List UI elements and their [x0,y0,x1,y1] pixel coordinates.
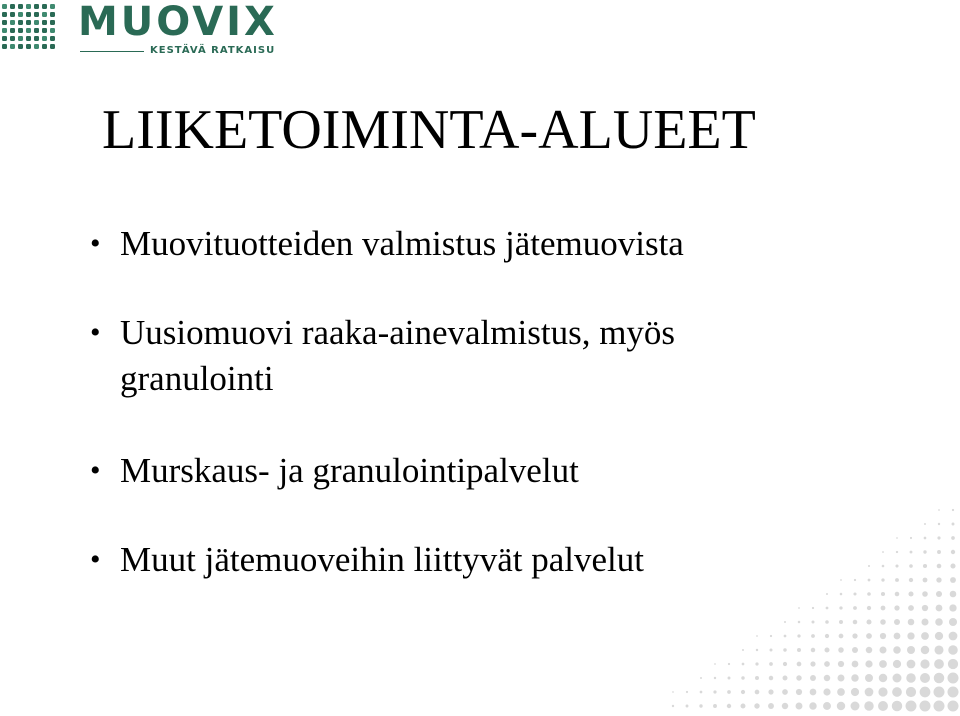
halftone-dot [935,632,943,640]
halftone-dot [921,646,930,655]
halftone-dot [878,687,887,696]
halftone-dot [868,565,870,567]
halftone-dot [714,677,716,679]
logo-dot [2,44,7,49]
bullet-marker: • [90,316,101,349]
bullet-item [90,310,730,402]
halftone-dot [866,647,873,654]
halftone-dot [907,660,916,669]
halftone-dot [783,648,786,651]
halftone-dot [920,701,931,712]
bullet-text: Muovituotteiden valmistus jätemuovista [120,224,684,263]
halftone-dot [937,536,940,539]
halftone-dot [868,579,871,582]
logo-dot [50,36,55,41]
logo-dot [42,44,47,49]
halftone-dot [797,662,802,667]
halftone-dot [892,701,902,711]
halftone-dot [951,550,955,554]
halftone-dot [880,633,886,639]
halftone-dot [910,551,913,554]
halftone-dot [906,673,915,682]
halftone-dot [866,619,871,624]
halftone-dot [949,604,956,611]
halftone-dot [769,662,773,666]
dot-grid-logo-icon [0,2,58,54]
logo-dot [10,28,15,33]
halftone-dot [906,687,916,697]
halftone-dot [741,704,746,709]
halftone-dot [824,661,830,667]
halftone-dot [949,632,958,641]
halftone-dot [769,676,773,680]
halftone-dot [798,621,801,624]
halftone-dot [852,661,859,668]
halftone-dot [839,634,844,639]
logo-dot [10,44,15,49]
logo-dot [34,20,39,25]
halftone-dot [881,578,884,581]
halftone-dot [938,523,940,525]
halftone-dot [797,634,800,637]
halftone-dot [686,705,689,708]
halftone-dot [923,564,927,568]
halftone-dot [741,690,745,694]
logo-dot [26,20,31,25]
halftone-dot [867,592,871,596]
logo-dot [18,12,23,17]
halftone-dot [921,618,928,625]
halftone-dot [950,577,956,583]
logo-dot [18,44,23,49]
logo-dot [42,20,47,25]
halftone-dot [952,509,954,511]
halftone-dot [728,677,731,680]
halftone-dot [907,646,915,654]
halftone-dot [741,676,744,679]
halftone-dot [825,634,829,638]
logo-dot [18,20,23,25]
halftone-dot [950,563,955,568]
halftone-dot [864,701,873,710]
halftone-dot [854,579,856,581]
halftone-dot [755,676,759,680]
halftone-dot [840,579,842,581]
halftone-dot [892,687,902,697]
halftone-dot [948,645,958,655]
halftone-dot [934,645,943,654]
halftone-dot [851,674,858,681]
halftone-dot [784,621,786,623]
halftone-dot [948,673,959,684]
slide-title: LIIKETOIMINTA-ALUEET [102,99,756,161]
halftone-dot [893,660,901,668]
halftone-dot [938,509,940,511]
logo-dot [34,28,39,33]
logo-dot [50,20,55,25]
halftone-dot [699,704,702,707]
halftone-dot [784,635,787,638]
logo-wordmark: MUOVIX [78,0,278,45]
halftone-dot [923,578,928,583]
halftone-dot [783,676,788,681]
halftone-dot [852,633,857,638]
halftone-dot [755,662,758,665]
halftone-dot [809,702,816,709]
halftone-dot [880,619,886,625]
halftone-dot [936,591,942,597]
halftone-dot [937,564,942,569]
halftone-dot [851,688,859,696]
logo-dot [2,28,7,33]
logo-tagline: KESTÄVÄ RATKAISU [150,45,276,56]
logo-dot [34,4,39,9]
halftone-dot [865,688,874,697]
logo-divider [80,51,144,52]
halftone-dot [908,591,913,596]
halftone-dot [825,648,830,653]
logo-dot [42,36,47,41]
halftone-dot [770,635,772,637]
logo-dot [2,12,7,17]
halftone-dot [950,591,957,598]
halftone-dot [838,661,844,667]
halftone-dot [920,673,930,683]
halftone-dot [922,605,928,611]
halftone-dot [894,605,899,610]
logo-dot [34,12,39,17]
halftone-dot [727,690,731,694]
halftone-dot [742,649,744,651]
halftone-dot [896,551,898,553]
logo-dot [50,44,55,49]
halftone-dot [852,647,858,653]
halftone-dot [824,675,830,681]
bullet-marker: • [90,227,101,260]
halftone-dot [840,593,843,596]
logo-dot [10,12,15,17]
halftone-dot [934,687,945,698]
bullet-text: Uusiomuovi raaka-ainevalmistus, myös granulointi [120,313,676,398]
logo-dot [34,36,39,41]
halftone-dot [936,605,943,612]
halftone-dot [895,578,899,582]
halftone-dot [796,689,802,695]
halftone-dot [895,592,900,597]
halftone-dot [837,702,845,710]
halftone-dot [839,620,843,624]
bullet-text: Muut jätemuoveihin liittyvät palvelut [120,540,644,579]
halftone-dot [686,691,688,693]
halftone-dot [756,635,758,637]
halftone-dot [937,550,941,554]
halftone-dot [770,649,773,652]
halftone-dot [865,674,873,682]
logo-dot [10,4,15,9]
logo-dot [50,28,55,33]
halftone-dot [727,704,731,708]
halftone-dot [920,659,929,668]
halftone-dot [934,659,944,669]
halftone-dot [768,703,774,709]
halftone-dot [700,691,703,694]
logo-dot [2,36,7,41]
halftone-dot [909,578,913,582]
halftone-dot [768,689,773,694]
halftone-dot [936,577,941,582]
halftone-dot [896,537,898,539]
halftone-dot [728,663,730,665]
halftone-dot [853,592,856,595]
logo-dot [26,28,31,33]
halftone-dot [921,632,929,640]
logo-dot [18,28,23,33]
halftone-dot [879,660,887,668]
halftone-dot [934,673,944,683]
halftone-dot [756,649,758,651]
halftone-dot [742,663,745,666]
logo-dot [26,12,31,17]
logo-dot [18,36,23,41]
halftone-dot [714,663,716,665]
halftone-dot [908,619,915,626]
halftone-dot [893,674,902,683]
logo-dot [50,12,55,17]
halftone-dot [826,607,829,610]
bullet-text: Murskaus- ja granulointipalvelut [120,451,579,490]
logo-dot [42,28,47,33]
halftone-dots-decoration [660,476,960,716]
halftone-dot [907,632,914,639]
halftone-dot [920,687,931,698]
halftone-dot [951,536,955,540]
halftone-dot [783,662,787,666]
bullet-item [90,221,810,267]
halftone-dot [893,646,901,654]
halftone-dot [879,674,887,682]
halftone-dot [700,677,702,679]
halftone-dot [851,702,860,711]
halftone-dot [782,703,788,709]
halftone-dot [853,620,858,625]
halftone-dot [935,618,943,626]
halftone-dot [810,675,816,681]
halftone-dot [672,691,674,693]
halftone-dot [924,537,927,540]
halftone-dot [838,675,845,682]
halftone-dot [924,523,926,525]
halftone-dot [796,703,803,710]
halftone-dot [910,537,912,539]
halftone-dot [797,648,801,652]
halftone-dot [713,704,717,708]
halftone-dot [798,607,800,609]
halftone-dot [923,550,926,553]
halftone-dot [839,606,842,609]
halftone-dot [866,633,872,639]
halftone-dot [934,701,945,712]
halftone-dot [672,705,674,707]
halftone-dot [867,606,871,610]
halftone-dot [838,647,843,652]
halftone-dot [881,592,885,596]
halftone-dot [713,690,716,693]
halftone-dot [922,591,928,597]
halftone-dot [812,607,814,609]
halftone-dot [837,688,845,696]
halftone-dot [823,688,830,695]
halftone-dot [853,606,857,610]
halftone-dot [948,659,958,669]
halftone-dot [782,689,788,695]
halftone-dot [882,565,885,568]
halftone-dot [948,701,959,712]
logo-dot [50,4,55,9]
halftone-dot [908,605,914,611]
halftone-dot [906,701,917,712]
logo-dot [2,20,7,25]
halftone-dot [811,648,815,652]
halftone-dot [909,564,913,568]
halftone-dot [948,687,959,698]
halftone-dot [878,701,888,711]
logo-dot [26,36,31,41]
halftone-dot [895,564,898,567]
halftone-dot [811,620,814,623]
halftone-dot [894,619,900,625]
halftone-dot [796,675,801,680]
logo-dot [10,20,15,25]
logo-dot [2,4,7,9]
halftone-dot [879,646,886,653]
halftone-dot [882,551,884,553]
halftone-dot [952,523,955,526]
muovix-logo [0,0,280,60]
halftone-dot [811,634,815,638]
bullet-marker: • [90,454,101,487]
logo-dot [26,44,31,49]
halftone-dot [755,690,760,695]
halftone-dot [881,606,886,611]
halftone-dot [826,593,828,595]
halftone-dot [754,703,759,708]
bullet-marker: • [90,543,101,576]
logo-dot [18,4,23,9]
halftone-dot [865,660,872,667]
logo-dot [42,12,47,17]
logo-dot [42,4,47,9]
halftone-dot [810,661,815,666]
logo-dot [10,36,15,41]
logo-dot [26,4,31,9]
logo-dot [34,44,39,49]
halftone-dot [810,689,817,696]
halftone-dot [949,618,957,626]
halftone-dot [823,702,831,710]
halftone-dot [894,633,901,640]
halftone-dot [825,620,829,624]
